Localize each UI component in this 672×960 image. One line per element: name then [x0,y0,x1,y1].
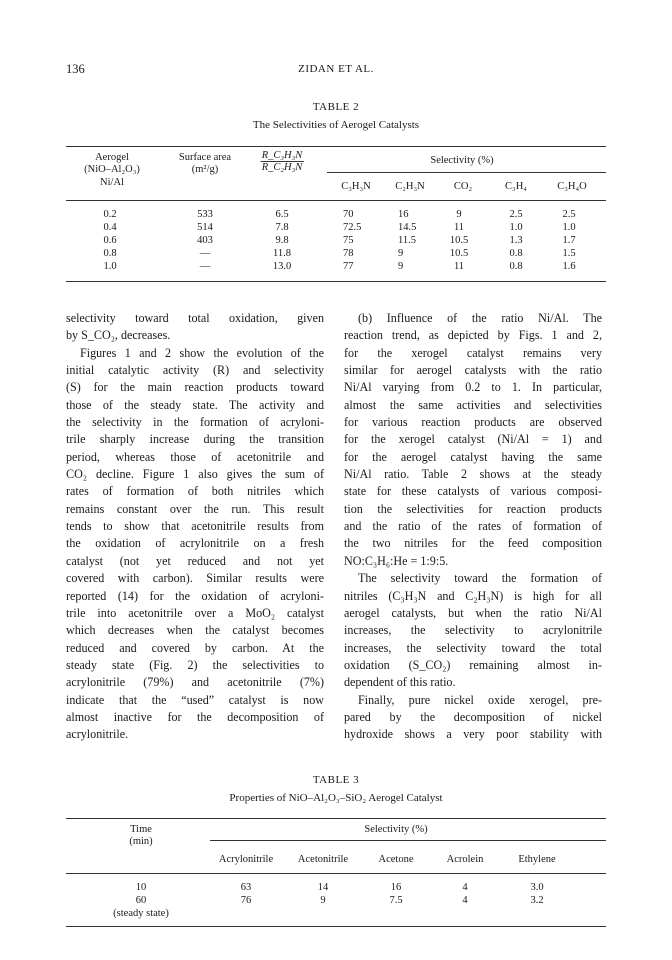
table3-title: Properties of NiO–Al₂O₃–SiO₂ Aerogel Catalyst [229,792,443,804]
text-line: and the ratio of the rates of formation of [344,519,602,534]
text-line: remains constant over the run. This result [66,501,324,516]
running-title: ZIDAN ET AL. [298,63,374,75]
table3-label: TABLE 3 [312,774,360,786]
table-cell: 10.5 [449,248,469,259]
table-cell: 9 [398,248,404,259]
text-line: (S) for the main reaction products toward [66,380,324,395]
t3-sub-acetone: Acetone [378,854,414,865]
table-cell: 1.5 [562,248,576,259]
text-line: trile sharply increase during the transition [66,432,324,447]
table-cell: 9.8 [275,235,289,246]
table-cell: 1.6 [562,261,576,272]
text-line: for various reaction products are observed [344,415,602,430]
text-line: The selectivity toward the formation of [358,571,602,586]
text-line: Ni/Al varying from 0.2 to 1. In particular, [344,380,602,395]
table-cell: 1.0 [562,222,576,233]
text-line: indicate that the “used” catalyst is now [66,692,324,707]
table-cell: 2.5 [509,209,523,220]
page-number: 136 [66,62,85,76]
table-cell: 78 [343,248,354,259]
table-cell: 9 [456,209,462,220]
text-line: hydroxide shows a very poor stability with [344,727,602,742]
table-cell: 0.6 [103,235,117,246]
t2-sub-propyne: C₃H₄ [505,181,527,192]
rate-ratio-numerator: R_C₃H₃N [261,150,303,161]
table-cell: 0.4 [103,222,117,233]
t2-sub-co2: CO₂ [453,181,473,192]
t3-selectivity-header: Selectivity (%) [364,824,428,835]
text-line: initial catalytic activity (R) and selectivity [66,363,324,378]
table-cell: — [199,261,211,272]
table3-bottom-rule [66,926,606,927]
table-cell: 2.5 [562,209,576,220]
t3-sub-acrolein: Acrolein [446,854,484,865]
text-line: pared by the decomposition of nickel [344,709,602,724]
t2-col2-line1: Surface area [178,152,232,163]
table-cell: 4 [462,882,468,893]
table-cell: 0.8 [103,248,117,259]
t3-sub-ethylene: Ethylene [518,854,556,865]
table-cell: — [199,248,211,259]
text-line: the selectivity in the formation of acryloni- [66,415,324,430]
text-line: which decreases when the catalyst becomes [66,623,324,638]
table2-title: The Selectivities of Aerogel Catalysts [252,119,420,131]
table-cell: 14 [317,882,329,893]
text-line: almost inactive for the decomposition of [66,709,324,724]
text-line: trile into acetonitrile over a MoO₂ catalyst [66,605,324,620]
t2-sub-acrolein: C₃H₄O [557,181,587,192]
text-line: reaction trend, as depicted by Figs. 1 and 2, [344,328,602,343]
t2-selectivity-header: Selectivity (%) [430,155,494,166]
table-row-note: (steady state) [113,908,169,919]
text-line: period, whereas those of acetonitrile and [66,449,324,464]
text-line: increases, the selectivity toward the total [344,640,602,655]
text-line: the oxidation of acrylonitrile on a fresh [66,536,324,551]
table-cell: 0.8 [509,248,523,259]
table-cell: 0.2 [103,209,117,220]
text-line: those of the steady state. The activity and [66,397,324,412]
text-line: by S_CO₂, decreases. [66,328,171,343]
t2-col2-line2: (m²/g) [191,164,219,175]
text-line: reduced and covered by carbon. At the [66,640,324,655]
table-cell: 77 [343,261,354,272]
t3-selectivity-rule [210,840,606,841]
text-line: NO:C₃H₆:He = 1:9:5. [344,553,449,568]
t2-col1-line3: Ni/Al [100,177,124,188]
t3-col1-line2: (min) [129,836,153,847]
table-cell: 13.0 [272,261,292,272]
table-cell: 9 [398,261,404,272]
table-cell: 7.8 [275,222,289,233]
text-line: acrylonitrile (79%) and acetonitrile (7%) [66,675,324,690]
table-cell: 514 [197,222,213,233]
text-line: tion the selectivities for reaction products [344,501,602,516]
text-line: Ni/Al ratio. Table 2 shows at the steady [344,467,602,482]
text-line: Finally, pure nickel oxide xerogel, pre- [358,692,602,707]
text-line: acrylonitrile. [66,727,129,742]
text-line: covered with carbon). Similar results were [66,571,324,586]
text-line: rates of formation of both nitriles which [66,484,324,499]
t3-sub-acrylonitrile: Acrylonitrile [218,854,274,865]
table2-label: TABLE 2 [312,101,360,113]
text-line: steady state (Fig. 2) the selectivities to [66,657,324,672]
table3-header-rule [66,873,606,874]
text-line: state for these catalysts of various composi- [344,484,602,499]
text-line: reported (14) for the oxidation of acryloni- [66,588,324,603]
table-cell: 533 [197,209,213,220]
table-cell: 63 [240,882,252,893]
table-cell: 7.5 [389,895,403,906]
t2-selectivity-rule [327,172,606,173]
table-cell: 1.3 [509,235,523,246]
table-cell: 10.5 [449,235,469,246]
table-cell: 16 [390,882,402,893]
table-cell: 60 [135,895,147,906]
table-cell: 11 [453,222,465,233]
table-cell: 6.5 [275,209,289,220]
text-line: for the aerogel catalyst having the same [344,449,602,464]
text-line: nitriles (C₃H₃N and C₂H₃N) is high for all [344,588,602,603]
rate-ratio-fraction [261,150,304,174]
text-line: CO₂ decline. Figure 1 also gives the sum of [66,467,324,482]
text-line: oxidation (S_CO₂) remaining almost in- [344,657,602,672]
table3-top-rule [66,818,606,819]
table-cell: 11 [453,261,465,272]
table-cell: 70 [343,209,354,220]
table2-bottom-rule [66,281,606,282]
t3-col1-line1: Time [130,824,152,835]
table-cell: 3.0 [530,882,544,893]
t2-col1-line2: (NiO–Al₂O₃) [84,164,140,175]
t2-col1-line1: Aerogel [95,152,129,163]
body-column-right [344,310,602,744]
table-cell: 11.8 [273,248,291,259]
text-line: Figures 1 and 2 show the evolution of the [80,345,324,360]
table-cell: 1.0 [509,222,523,233]
table-cell: 16 [398,209,409,220]
table-cell: 75 [343,235,354,246]
body-column-left [66,310,324,744]
text-line: tends to show that acetonitrile results from [66,519,324,534]
t2-sub-acrylonitrile: C₃H₃N [341,181,371,192]
table-cell: 76 [240,895,252,906]
text-line: similar for aerogel catalysts with the ratio [344,363,602,378]
table-cell: 4 [462,895,468,906]
table-cell: 1.0 [103,261,117,272]
running-header [66,62,606,78]
table2-header-rule [66,200,606,201]
table-cell: 403 [197,235,213,246]
text-line: catalyst (not yet reduced and not yet [66,553,324,568]
text-line: dependent of this ratio. [344,675,456,690]
table-cell: 14.5 [398,222,417,233]
table-cell: 1.7 [562,235,576,246]
rate-ratio-denominator: R_C₂H₃N [261,162,303,173]
table-cell: 3.2 [530,895,544,906]
text-line: almost the same activities and selectivities [344,397,602,412]
t2-ratio-header [261,150,304,174]
table-cell: 11.5 [398,235,416,246]
table-cell: 10 [135,882,147,893]
text-line: increases, the selectivity to acrylonitrile [344,623,602,638]
table2-top-rule [66,146,606,147]
text-line: the two nitriles for the feed composition [344,536,602,551]
table-cell: 9 [320,895,326,906]
t3-sub-acetonitrile: Acetonitrile [297,854,349,865]
text-line: for the xerogel catalyst remains very [344,345,602,360]
table-cell: 0.8 [509,261,523,272]
table-cell: 72.5 [343,222,362,233]
text-line: selectivity toward total oxidation, given [66,311,324,325]
text-line: aerogel catalysts, but when the ratio Ni/Al [344,605,602,620]
text-line: for the xerogel catalyst (Ni/Al = 1) and [344,432,602,447]
t2-sub-acetonitrile: C₂H₃N [395,181,425,192]
text-line: (b) Influence of the ratio Ni/Al. The [358,311,602,325]
